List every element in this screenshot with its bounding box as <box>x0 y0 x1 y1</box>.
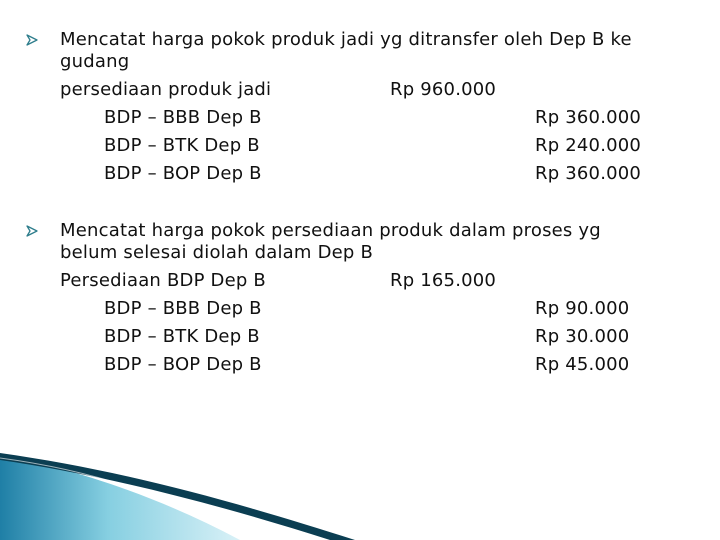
credit-amount: Rp 360.000 <box>535 163 642 184</box>
entry-description-line-1: Mencatat harga pokok persediaan produk dalam proses yg <box>60 220 601 241</box>
credit-account: BDP – BTK Dep B <box>104 326 260 347</box>
credit-amount: Rp 360.000 <box>535 107 642 128</box>
credit-account: BDP – BOP Dep B <box>104 163 262 184</box>
credit-account: BDP – BBB Dep B <box>104 107 262 128</box>
credit-account: BDP – BBB Dep B <box>104 298 262 319</box>
entry-description-line-1: Mencatat harga pokok produk jadi yg ditransfer oleh Dep B ke <box>60 29 632 50</box>
debit-account: persediaan produk jadi <box>60 79 272 100</box>
credit-amount: Rp 45.000 <box>535 354 630 375</box>
credit-amount: Rp 90.000 <box>535 298 630 319</box>
credit-amount: Rp 240.000 <box>535 135 642 156</box>
entry-description-line-2: gudang <box>60 51 130 72</box>
entry-description-line-2: belum selesai diolah dalam Dep B <box>60 242 373 263</box>
debit-amount: Rp 960.000 <box>390 79 497 100</box>
credit-account: BDP – BTK Dep B <box>104 135 260 156</box>
credit-amount: Rp 30.000 <box>535 326 630 347</box>
debit-account: Persediaan BDP Dep B <box>60 270 266 291</box>
credit-account: BDP – BOP Dep B <box>104 354 262 375</box>
debit-amount: Rp 165.000 <box>390 270 497 291</box>
